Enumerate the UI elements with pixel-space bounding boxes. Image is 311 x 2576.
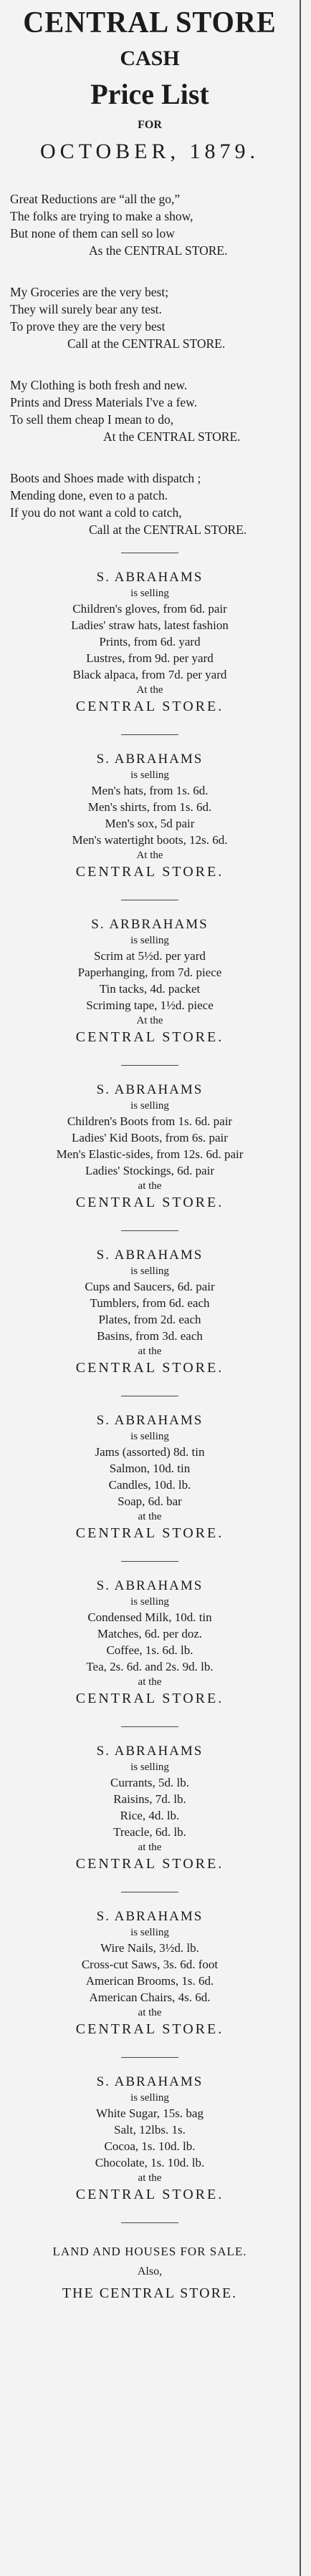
- price-list-heading: Price List: [90, 78, 209, 110]
- store-name: CENTRAL STORE.: [75, 1360, 224, 1376]
- price-item: Children's gloves, from 6d. pair: [72, 602, 227, 616]
- price-item: American Chairs, 4s. 6d.: [89, 1991, 211, 2004]
- verse-line: Prints and Dress Materials I've a few.: [10, 395, 198, 409]
- price-item: Men's hats, from 1s. 6d.: [91, 784, 209, 797]
- merchant-name: S. ABRAHAMS: [96, 570, 204, 585]
- price-item: Salt, 12lbs. 1s.: [114, 2123, 186, 2137]
- price-item: Raisins, 7d. lb.: [113, 1792, 186, 1806]
- store-name: CENTRAL STORE.: [75, 699, 224, 714]
- verse-line: As the CENTRAL STORE.: [89, 243, 228, 258]
- price-item: White Sugar, 15s. bag: [96, 2106, 204, 2120]
- price-item: Tin tacks, 4d. packet: [99, 982, 201, 996]
- verse-4: [0, 470, 300, 538]
- merchant-name: S. ABRAHAMS: [96, 1082, 204, 1097]
- verse-line: The folks are trying to make a show,: [10, 209, 193, 223]
- price-item: Scrim at 5½d. per yard: [94, 949, 206, 963]
- price-item: Wire Nails, 3½d. lb.: [100, 1941, 199, 1955]
- verse-line: They will surely bear any test.: [10, 302, 162, 316]
- advert-block-7: [0, 1562, 300, 1712]
- selling-label: is selling: [130, 1596, 169, 1608]
- verse-line: Call at the CENTRAL STORE.: [67, 336, 226, 351]
- price-item: Scriming tape, 1½d. piece: [86, 998, 214, 1012]
- price-item: Ladies' straw hats, latest fashion: [71, 618, 229, 632]
- merchant-name: S. ABRAHAMS: [96, 1744, 204, 1759]
- selling-label: is selling: [130, 1265, 169, 1277]
- store-title: CENTRAL STORE: [23, 6, 277, 39]
- price-item: Paperhanging, from 7d. piece: [77, 966, 222, 979]
- price-item: Tumblers, from 6d. each: [90, 1296, 210, 1310]
- land-houses-sale: LAND AND HOUSES FOR SALE.: [52, 2245, 247, 2258]
- verse-line: To sell them cheap I mean to do,: [10, 412, 174, 427]
- store-name: CENTRAL STORE.: [75, 1525, 224, 1541]
- verse-2: [0, 283, 300, 352]
- store-name: CENTRAL STORE.: [75, 1195, 224, 1210]
- price-item: Treacle, 6d. lb.: [113, 1825, 186, 1839]
- merchant-name: S. ARBRAHAMS: [91, 917, 209, 932]
- selling-label: is selling: [130, 1100, 169, 1112]
- merchant-name: S. ABRAHAMS: [96, 1248, 204, 1263]
- store-name: CENTRAL STORE.: [75, 1029, 224, 1045]
- merchant-name: S. ABRAHAMS: [96, 1578, 204, 1593]
- price-item: Chocolate, 1s. 10d. lb.: [95, 2156, 205, 2169]
- selling-label: is selling: [130, 1761, 169, 1773]
- selling-label: is selling: [130, 1927, 169, 1938]
- price-item: Men's sox, 5d pair: [105, 817, 195, 830]
- merchant-name: S. ABRAHAMS: [96, 752, 204, 767]
- verse-line: My Clothing is both fresh and new.: [10, 378, 188, 392]
- verse-line: Call at the CENTRAL STORE.: [89, 523, 247, 537]
- price-item: Men's shirts, from 1s. 6d.: [87, 800, 212, 814]
- price-item: Ladies' Stockings, 6d. pair: [85, 1164, 215, 1177]
- price-item: Jams (assorted) 8d. tin: [95, 1445, 205, 1459]
- price-item: Black alpaca, from 7d. per yard: [72, 668, 227, 681]
- advert-block-4: [0, 1066, 300, 1216]
- verse-line: But none of them can sell so low: [10, 226, 175, 240]
- merchant-name: S. ABRAHAMS: [96, 1909, 204, 1924]
- selling-label: is selling: [130, 1431, 169, 1442]
- price-item: Men's watertight boots, 12s. 6d.: [72, 833, 228, 847]
- advert-block-6: [0, 1396, 300, 1547]
- price-item: Basins, from 3d. each: [97, 1329, 203, 1343]
- at-the-label: at the: [138, 1511, 162, 1522]
- verse-line: My Groceries are the very best;: [10, 285, 169, 299]
- verse-1: [0, 190, 300, 259]
- store-name: CENTRAL STORE.: [75, 2021, 224, 2037]
- advert-block-2: [0, 735, 300, 885]
- advert-block-8: [0, 1727, 300, 1877]
- at-the-label: at the: [138, 1676, 162, 1688]
- cash-heading: CASH: [120, 47, 180, 70]
- advert-block-3: [0, 900, 300, 1051]
- store-name: CENTRAL STORE.: [75, 1691, 224, 1706]
- price-item: Coffee, 1s. 6d. lb.: [106, 1643, 193, 1657]
- verse-line: If you do not want a cold to catch,: [10, 505, 182, 520]
- selling-label: is selling: [130, 588, 169, 599]
- advert-block-9: [0, 1892, 300, 2043]
- verse-3: [0, 376, 300, 445]
- verse-line: Boots and Shoes made with dispatch ;: [10, 471, 201, 485]
- price-item: Tea, 2s. 6d. and 2s. 9d. lb.: [86, 1660, 214, 1673]
- verse-line: Mending done, even to a patch.: [10, 488, 168, 502]
- price-item: American Brooms, 1s. 6d.: [85, 1974, 214, 1988]
- price-item: Men's Elastic-sides, from 12s. 6d. pair: [56, 1147, 244, 1161]
- at-the-label: at the: [138, 1346, 162, 1357]
- advert-block-5: [0, 1231, 300, 1381]
- date-heading: OCTOBER, 1879.: [40, 140, 259, 163]
- store-name: CENTRAL STORE.: [75, 864, 224, 880]
- price-item: Salmon, 10d. tin: [109, 1462, 191, 1475]
- advert-block-1: [0, 553, 300, 720]
- price-item: Condensed Milk, 10d. tin: [87, 1610, 212, 1624]
- footer-notice: [0, 2223, 300, 2303]
- at-the-label: At the: [136, 684, 163, 696]
- price-item: Children's Boots from 1s. 6d. pair: [67, 1114, 233, 1128]
- at-the-label: at the: [138, 2007, 162, 2018]
- also-label: Also,: [137, 2265, 163, 2278]
- column-edge-rule: [300, 0, 301, 2576]
- for-label: FOR: [138, 119, 162, 131]
- selling-label: is selling: [130, 769, 169, 781]
- price-item: Cross-cut Saws, 3s. 6d. foot: [81, 1958, 219, 1971]
- price-item: Soap, 6d. bar: [118, 1494, 182, 1508]
- price-item: Currants, 5d. lb.: [110, 1776, 190, 1789]
- at-the-label: at the: [138, 1180, 162, 1192]
- merchant-name: S. ABRAHAMS: [96, 1413, 204, 1428]
- selling-label: is selling: [130, 2092, 169, 2104]
- price-item: Prints, from 6d. yard: [99, 635, 201, 648]
- verse-line: At the CENTRAL STORE.: [103, 429, 241, 444]
- price-item: Lustres, from 9d. per yard: [86, 651, 214, 665]
- price-item: Cocoa, 1s. 10d. lb.: [104, 2139, 196, 2153]
- at-the-label: At the: [136, 850, 163, 861]
- central-store-footer: THE CENTRAL STORE.: [62, 2285, 238, 2301]
- advert-block-10: [0, 2058, 300, 2208]
- price-item: Matches, 6d. per doz.: [97, 1627, 203, 1641]
- at-the-label: at the: [138, 2172, 162, 2184]
- verse-line: Great Reductions are “all the go,”: [10, 192, 181, 206]
- store-name: CENTRAL STORE.: [75, 2187, 224, 2202]
- price-item: Ladies' Kid Boots, from 6s. pair: [72, 1131, 228, 1144]
- store-name: CENTRAL STORE.: [75, 1856, 224, 1872]
- merchant-name: S. ABRAHAMS: [96, 2074, 204, 2089]
- at-the-label: At the: [136, 1015, 163, 1026]
- selling-label: is selling: [130, 935, 169, 946]
- price-item: Candles, 10d. lb.: [108, 1478, 191, 1492]
- verse-line: To prove they are the very best: [10, 319, 166, 334]
- at-the-label: at the: [138, 1842, 162, 1853]
- price-item: Cups and Saucers, 6d. pair: [85, 1280, 215, 1293]
- price-item: Rice, 4d. lb.: [120, 1809, 180, 1822]
- price-item: Plates, from 2d. each: [98, 1313, 201, 1326]
